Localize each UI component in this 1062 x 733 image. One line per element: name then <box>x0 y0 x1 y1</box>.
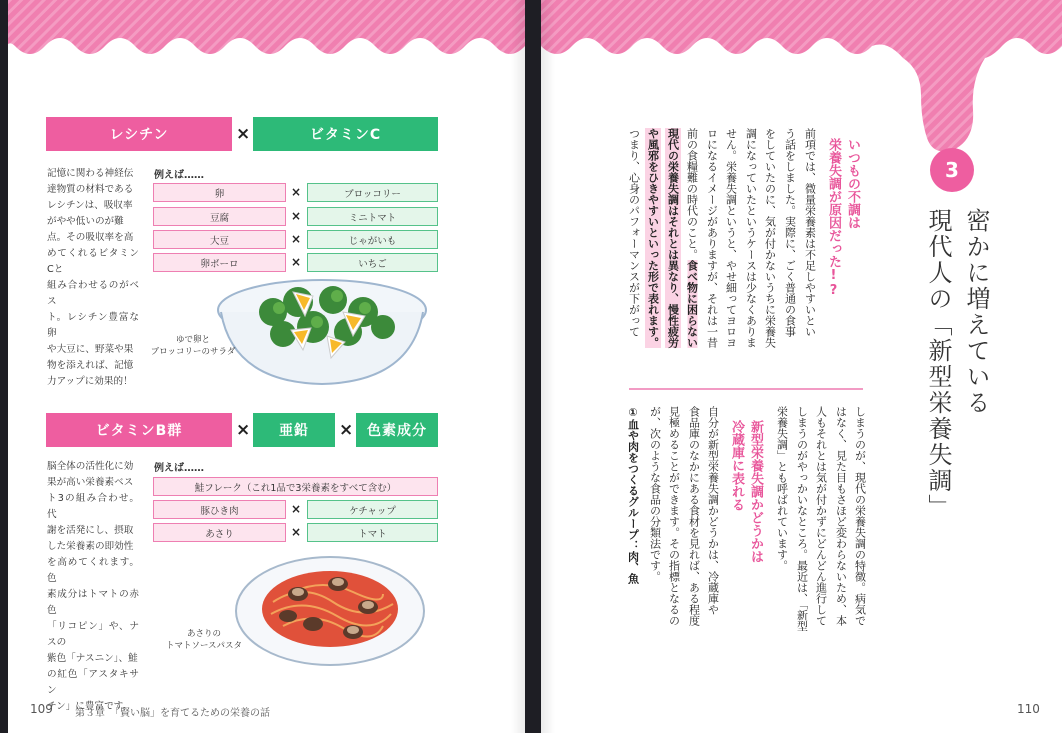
vitamin-c-bar: ビタミンC <box>253 117 438 151</box>
body-column: はなく、見た目もさほど変わらないため、本 <box>834 406 848 626</box>
page-title-line-1: 密かに増えている <box>962 208 990 416</box>
gutter-shadow <box>511 0 525 733</box>
body-column: が、次のような食品の分類法です。 <box>648 406 662 582</box>
section-heading-2a: 新型栄養失調かどうかは <box>748 420 763 563</box>
row1-description: 記憶に関わる神経伝 達物質の材料である レシチンは、吸収率 がやや低いのが難 点。その吸収率を高 めてくれるビタミンCと 組み合わせるのがベス ト。レシチン豊富な卵 や大豆に、野菜や果 物を添えれば、記憶 力アップに効果的！ <box>47 168 139 387</box>
food-tag: あさり <box>153 523 286 542</box>
pasta-caption: あさりの トマトソースパスタ <box>165 629 243 651</box>
cross-icon: × <box>339 420 354 440</box>
left-page <box>8 0 525 733</box>
food-group-item: ①血や肉をつくるグループ：肉、魚 <box>626 406 640 584</box>
section-divider <box>629 388 863 390</box>
lecithin-bar: レシチン <box>46 117 232 151</box>
cross-icon: × <box>291 525 302 539</box>
pasta-illustration <box>233 552 428 670</box>
cross-icon: × <box>236 124 251 144</box>
body-column: 自分が新型栄養失調かどうかは、冷蔵庫や <box>706 406 720 615</box>
example-label: 例えば…… <box>154 463 204 474</box>
cross-icon: × <box>236 420 251 440</box>
body-column: 食品庫のなかにある食材を見れば、ある程度 <box>687 406 701 626</box>
row2-description: 脳全体の活性化に効 果が高い栄養素ベス ト3の組み合わせ。代 謝を活発にし、摂取 した栄養素の即効性 を高めてくれます。色 素成分はトマトの赤色 「リコピン」や、ナスの 紫色「ナスニン」、鮭 の紅色「アスタキサン チン」に豊富です。 <box>47 461 139 712</box>
cross-icon: × <box>291 502 302 516</box>
body-column: ロになるイメージがありますが、それは一昔 <box>705 128 719 348</box>
food-tag: 卵 <box>153 183 286 202</box>
salad-illustration <box>213 272 431 392</box>
body-column: 栄養失調」とも呼ばれています。 <box>775 406 789 571</box>
food-tag: 大豆 <box>153 230 286 249</box>
page-number: 109 <box>30 702 53 716</box>
food-tag: トマト <box>307 523 438 542</box>
body-column: う話をしました。実際に、ごく普通の食事 <box>783 128 797 337</box>
pink-wave-band <box>8 0 525 62</box>
example-label: 例えば…… <box>154 170 204 181</box>
cross-icon: × <box>291 185 302 199</box>
right-page <box>541 0 1062 733</box>
body-column: 前項では、微量栄養素は不足しやすいとい <box>803 128 817 337</box>
body-column: 調になっていたというケースは少なくありま <box>744 128 758 348</box>
body-column: せん。栄養失調というと、やせ細ってヨロヨ <box>724 128 738 348</box>
body-column: 前の食糧難の時代のこと。食べ物に困らない <box>685 128 699 348</box>
food-tag: いちご <box>307 253 438 272</box>
section-heading-2b: 冷蔵庫に表れる <box>729 420 744 511</box>
page-title-line-2: 現代人の「新型栄養失調」 <box>924 208 952 520</box>
body-column: つまり、心身のパフォーマンスが下がって <box>627 128 641 337</box>
body-column-emphasis: 現代の栄養失調はそれとは異なり、慢性疲労 <box>663 128 683 348</box>
food-tag: 豆腐 <box>153 207 286 226</box>
running-footer: 第３章 「賢い脳」を育てるための栄養の話 <box>75 708 270 719</box>
food-tag: ケチャップ <box>307 500 438 519</box>
food-tag: 鮭フレーク（これ1品で3栄養素をすべて含む） <box>153 477 438 496</box>
body-column: 人もそれとは気が付かずにどんどん進行して <box>814 406 828 626</box>
food-tag: じゃがいも <box>307 230 438 249</box>
pigment-bar: 色素成分 <box>356 413 438 447</box>
vitamin-b-bar: ビタミンB群 <box>46 413 232 447</box>
cross-icon: × <box>291 255 302 269</box>
food-tag: 卵ボーロ <box>153 253 286 272</box>
chapter-number-badge: 3 <box>930 148 974 192</box>
section-heading-1b: 栄養失調が原因だった!? <box>826 138 841 298</box>
cross-icon: × <box>291 209 302 223</box>
body-column-emphasis: や風邪をひきやすいといった形で表れます。 <box>643 128 663 348</box>
cross-icon: × <box>291 232 302 246</box>
gutter-shadow <box>541 0 555 733</box>
salad-caption: ゆで卵と ブロッコリーのサラダ <box>150 335 236 357</box>
page-number: 110 <box>1017 702 1040 716</box>
zinc-bar: 亜鉛 <box>253 413 335 447</box>
body-column: をしていたのに、気が付かないうちに栄養失 <box>763 128 777 348</box>
body-column: しまうのがやっかいなところ。最近は、「新型 <box>795 406 809 632</box>
food-tag: 豚ひき肉 <box>153 500 286 519</box>
food-tag: ミニトマト <box>307 207 438 226</box>
body-column: しまうのが、現代の栄養失調の特徴。病気で <box>853 406 867 626</box>
food-tag: ブロッコリー <box>307 183 438 202</box>
section-heading-1a: いつもの不調は <box>845 138 860 229</box>
body-column: 見極めることができます。その指標となるの <box>667 406 681 626</box>
